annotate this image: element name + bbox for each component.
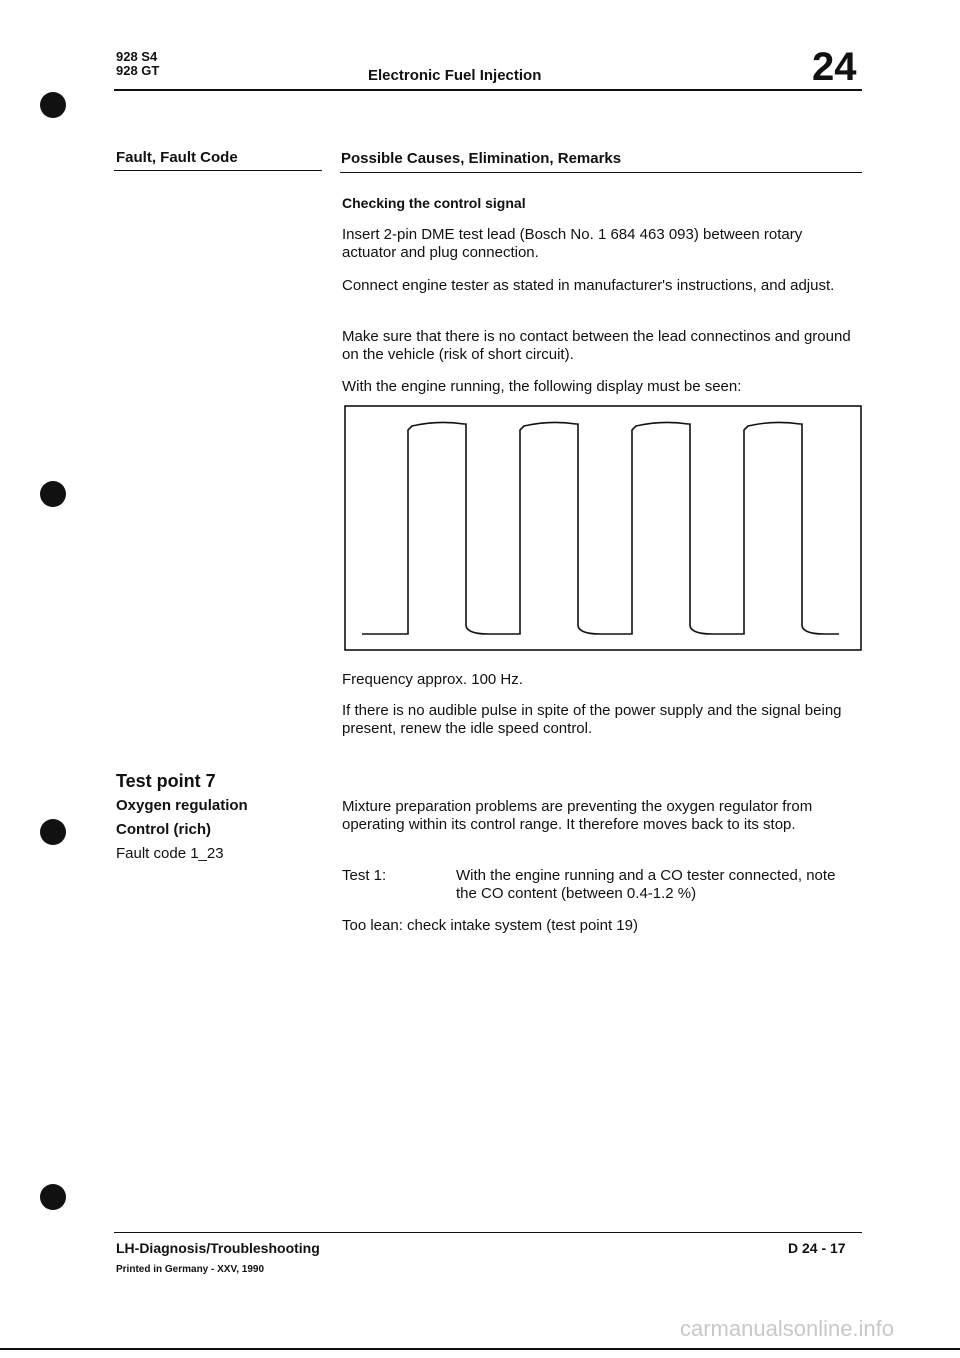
section-heading: Checking the control signal — [342, 195, 526, 211]
fault-code: Fault code 1_23 — [116, 845, 224, 862]
test-point-subtitle-1: Oxygen regulation — [116, 797, 248, 814]
paragraph-mixture: Mixture preparation problems are preventing the oxygen regulator from operating within its control range. It therefore moves back to its stop. — [342, 798, 813, 833]
watermark: carmanualsonline.info — [680, 1316, 895, 1341]
test-point-title: Test point 7 — [116, 771, 216, 791]
test-1-label: Test 1: — [342, 867, 387, 884]
model-line-2: 928 GT — [116, 63, 160, 78]
left-column-heading: Fault, Fault Code — [116, 149, 238, 166]
too-lean-note: Too lean: check intake system (test point 19) — [342, 917, 638, 934]
model-line-1: 928 S4 — [116, 49, 158, 64]
right-heading-rule — [340, 172, 862, 173]
right-column-heading: Possible Causes, Elimination, Remarks — [341, 150, 622, 167]
frequency-note: Frequency approx. 100 Hz. — [342, 671, 523, 688]
paragraph-renew-idle: If there is no audible pulse in spite of the power supply and the signal being present, renew the idle speed control. — [342, 702, 842, 737]
test-point-subtitle-2: Control (rich) — [116, 821, 211, 838]
page-title: Electronic Fuel Injection — [368, 67, 542, 84]
paragraph-display: With the engine running, the following display must be seen: — [342, 378, 742, 395]
figure-frame — [345, 406, 861, 650]
square-wave-figure — [344, 405, 862, 651]
paragraph-no-contact: Make sure that there is no contact between the lead connectinos and ground on the vehicle (risk of short circuit). — [342, 328, 851, 363]
group-number: 24 — [812, 45, 857, 89]
footer-printed: Printed in Germany - XXV, 1990 — [116, 1264, 265, 1275]
binding-hole-icon — [40, 819, 66, 845]
paragraph-engine-tester: Connect engine tester as stated in manufacturer's instructions, and adjust. — [342, 277, 835, 294]
footer-rule — [114, 1232, 862, 1233]
paragraph-test-lead: Insert 2-pin DME test lead (Bosch No. 1 684 463 093) between rotary actuator and plug connection. — [342, 226, 803, 261]
page-bottom-edge — [0, 1348, 960, 1350]
footer-section: LH-Diagnosis/Troubleshooting — [116, 1240, 320, 1256]
page-number: D 24 - 17 — [788, 1240, 846, 1256]
test-1-text: With the engine running and a CO tester connected, note the CO content (between 0.4-1.2 %) — [456, 867, 836, 902]
binding-hole-icon — [40, 1184, 66, 1210]
binding-hole-icon — [40, 92, 66, 118]
binding-hole-icon — [40, 481, 66, 507]
header-rule — [114, 89, 862, 91]
left-heading-rule — [114, 170, 322, 171]
